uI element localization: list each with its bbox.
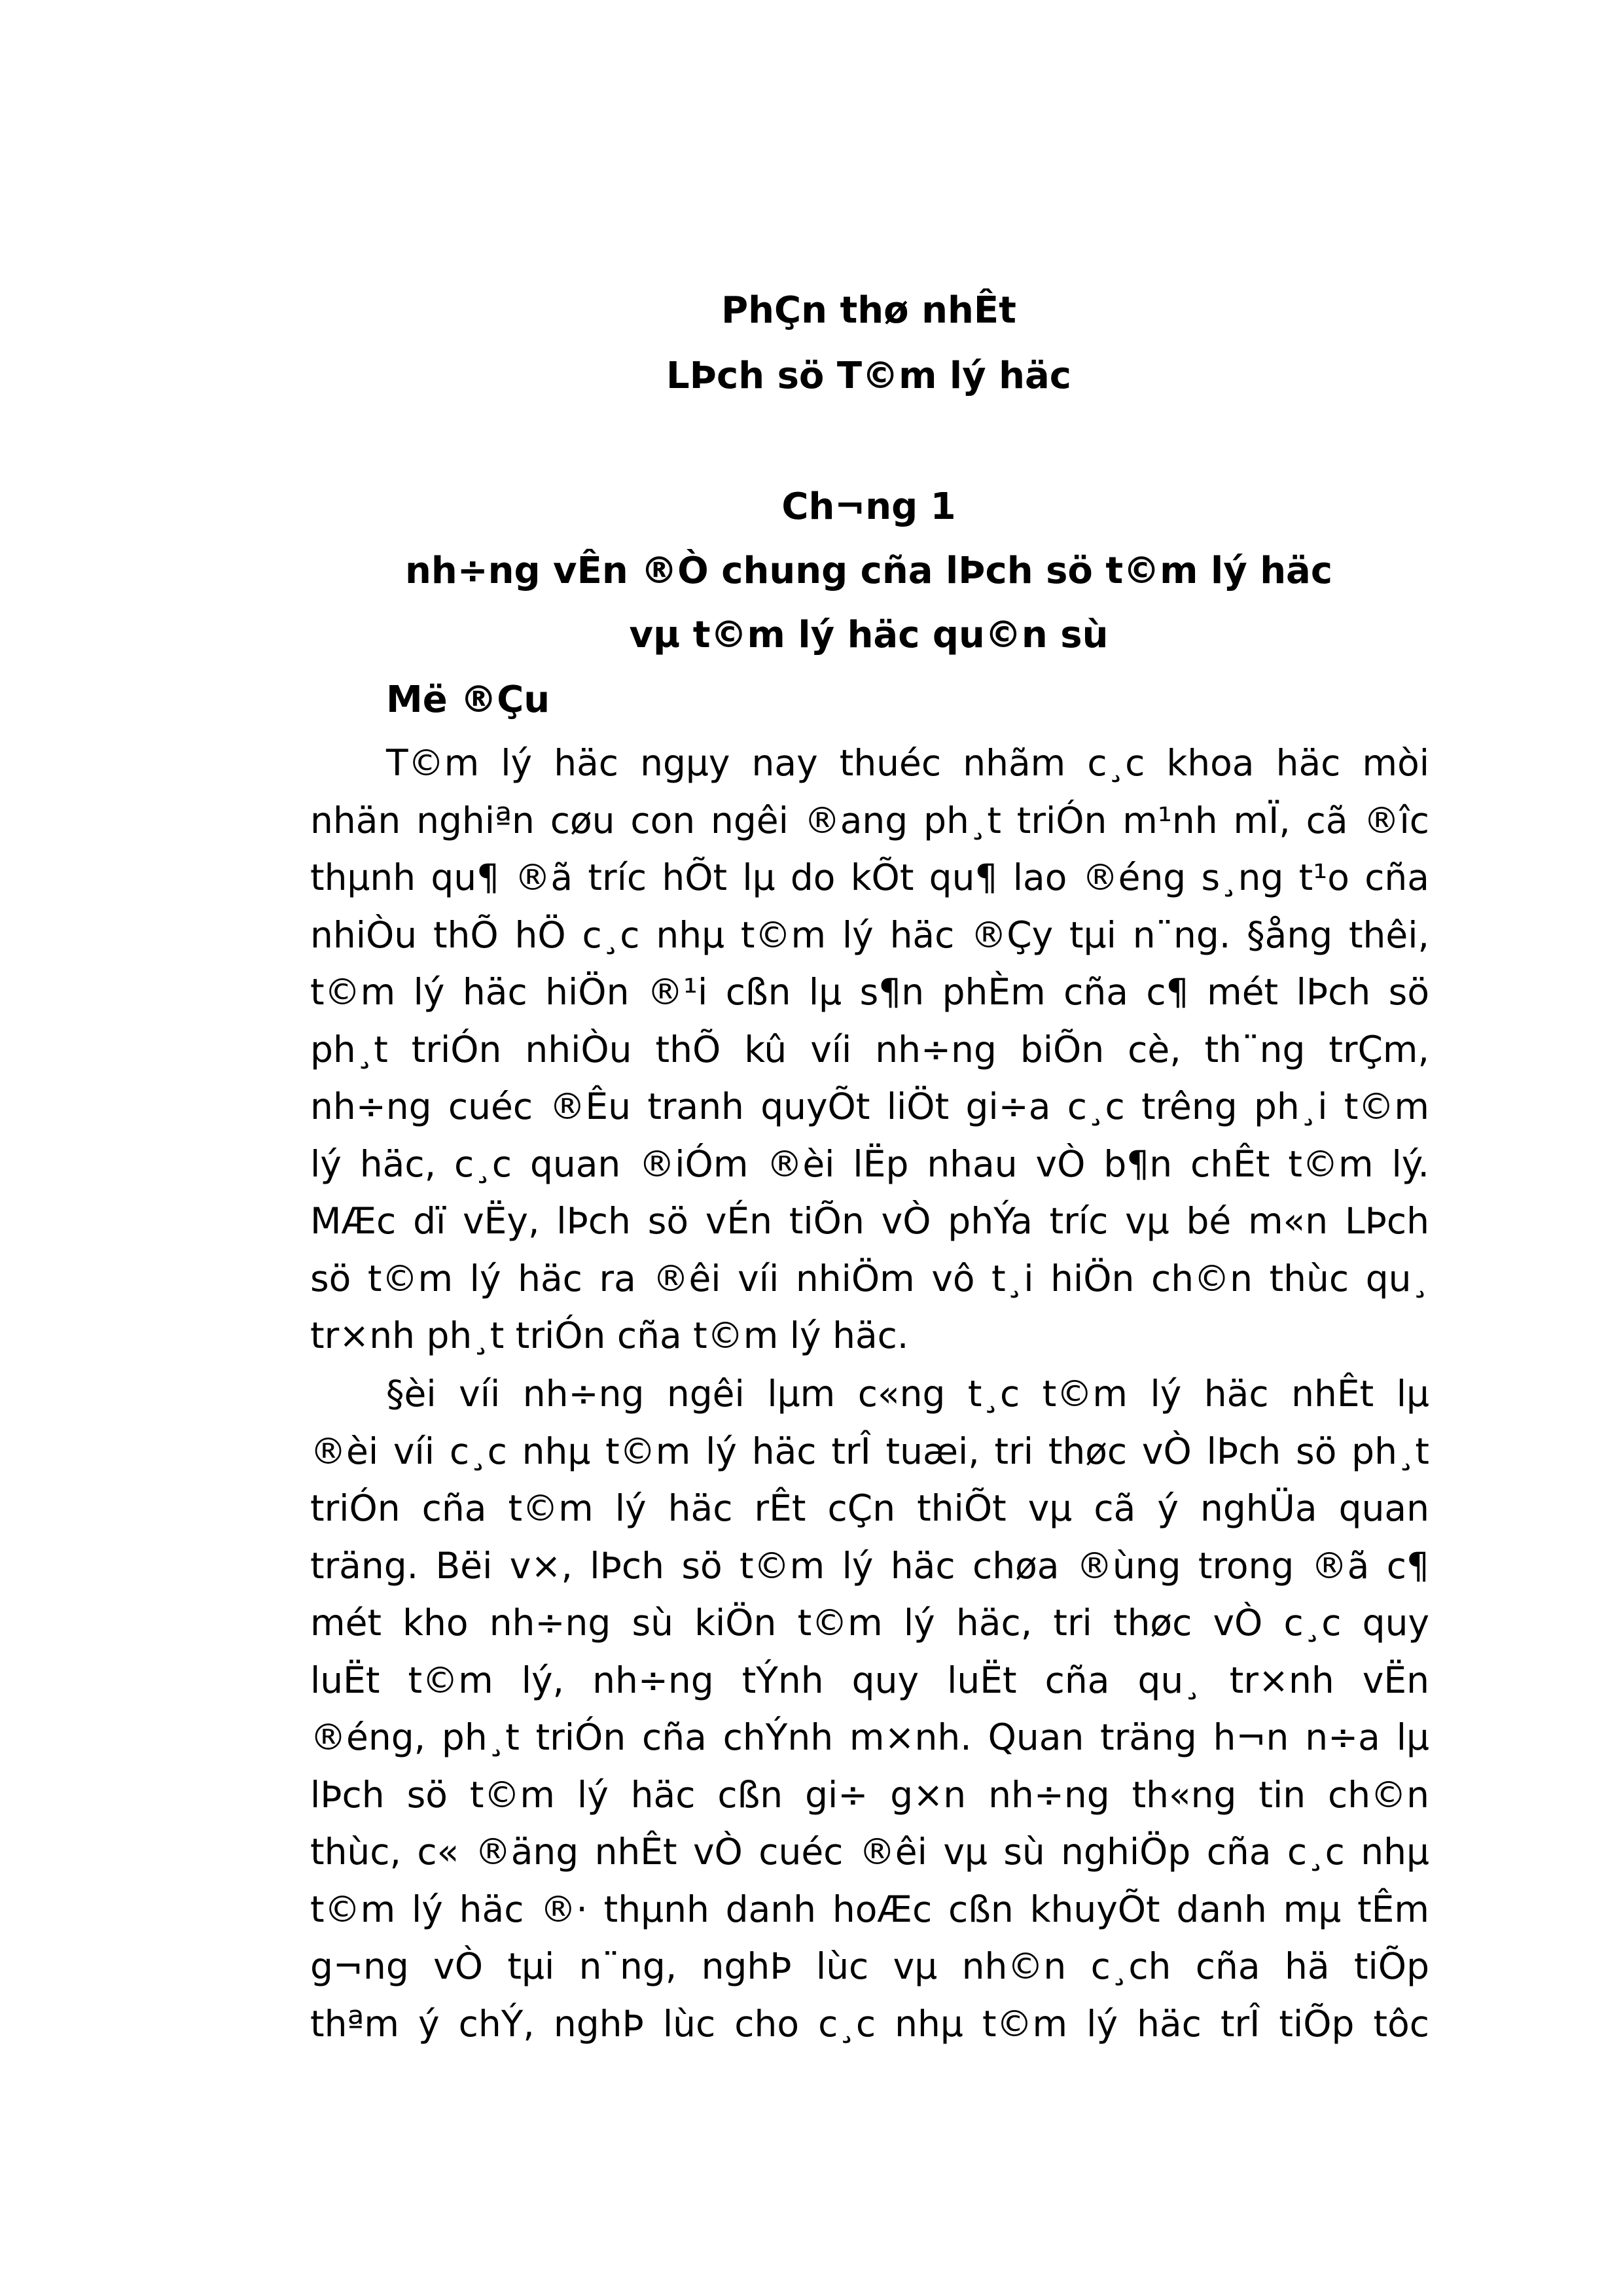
paragraph-line: lý häc, c¸c quan ®iÓm ®èi lËp nhau vÒ b¶n chÊt t©m lý.: [310, 1142, 1429, 1185]
paragraph-line: thùc, c« ®äng nhÊt vÒ cuéc ®êi vµ sù nghiÖp cña c¸c nhµ: [310, 1831, 1429, 1873]
paragraph-1: [310, 735, 1429, 1365]
paragraph-line: thªm ý chÝ, nghÞ lùc cho c¸c nhµ t©m lý häc trÎ tiÕp tôc: [310, 2002, 1429, 2045]
paragraph-line: ®éng, ph¸t triÓn cña chÝnh m×nh. Quan träng h¬n n÷a lµ: [310, 1716, 1429, 1758]
paragraph-line: nh÷ng cuéc ®Êu tranh quyÕt liÖt gi÷a c¸c trêng ph¸i t©m: [310, 1086, 1429, 1127]
chapter-title-line-2: vµ t©m lý häc qu©n sù: [629, 614, 1109, 656]
part-subtitle: LÞch sö T©m lý häc: [666, 355, 1071, 397]
paragraph-line: T©m lý häc ngµy nay thuéc nhãm c¸c khoa häc mòi: [386, 742, 1429, 784]
paragraph-line: t©m lý häc ®· thµnh danh hoÆc cßn khuyÕt danh mµ tÊm: [310, 1888, 1429, 1930]
paragraph-line: lÞch sö t©m lý häc cßn gi÷ g×n nh÷ng th«ng tin ch©n: [310, 1773, 1429, 1816]
paragraph-line: triÓn cña t©m lý häc rÊt cÇn thiÕt vµ cã ý nghÜa quan: [310, 1487, 1429, 1529]
paragraph-line: mét kho nh÷ng sù kiÖn t©m lý häc, tri thøc vÒ c¸c quy: [310, 1602, 1429, 1644]
paragraph-line: sö t©m lý häc ra ®êi víi nhiÖm vô t¸i hiÖn ch©n thùc qu¸: [310, 1257, 1429, 1299]
paragraph-line: tr×nh ph¸t triÓn cña t©m lý häc.: [310, 1315, 909, 1356]
paragraph-line: ®èi víi c¸c nhµ t©m lý häc trÎ tuæi, tri thøc vÒ lÞch sö ph¸t: [310, 1430, 1429, 1472]
paragraph-line: nhän nghiªn cøu con ngêi ®ang ph¸t triÓn m¹nh mÏ, cã ®îc: [310, 799, 1429, 841]
part-title: PhÇn thø nhÊt: [721, 289, 1016, 332]
paragraph-line: nhiÒu thÕ hÖ c¸c nhµ t©m lý häc ®Çy tµi n¨ng. §ång thêi,: [310, 913, 1429, 956]
chapter-label: Ch¬ng 1: [781, 486, 956, 528]
paragraph-line: t©m lý häc hiÖn ®¹i cßn lµ s¶n phÈm cña c¶ mét lÞch sö: [310, 971, 1429, 1013]
paragraph-line: träng. Bëi v×, lÞch sö t©m lý häc chøa ®ùng trong ®ã c¶: [310, 1544, 1429, 1587]
paragraph-line: luËt t©m lý, nh÷ng tÝnh quy luËt cña qu¸ tr×nh vËn: [310, 1659, 1429, 1701]
paragraph-line: g¬ng vÒ tµi n¨ng, nghÞ lùc vµ nh©n c¸ch cña hä tiÕp: [310, 1945, 1429, 1987]
paragraph-line: thµnh qu¶ ®ã tríc hÕt lµ do kÕt qu¶ lao ®éng s¸ng t¹o cña: [310, 857, 1429, 898]
paragraph-line: §èi víi nh÷ng ngêi lµm c«ng t¸c t©m lý häc nhÊt lµ: [386, 1373, 1429, 1415]
paragraph-2: [310, 1366, 1429, 2053]
chapter-title-line-1: nh÷ng vÊn ®Ò chung cña lÞch sö t©m lý häc: [404, 550, 1333, 592]
section-heading: Më ®Çu: [386, 679, 550, 721]
paragraph-line: ph¸t triÓn nhiÒu thÕ kû víi nh÷ng biÕn cè, th¨ng trÇm,: [310, 1028, 1429, 1070]
paragraph-line: MÆc dï vËy, lÞch sö vÉn tiÕn vÒ phÝa tríc vµ bé m«n LÞch: [310, 1200, 1429, 1242]
